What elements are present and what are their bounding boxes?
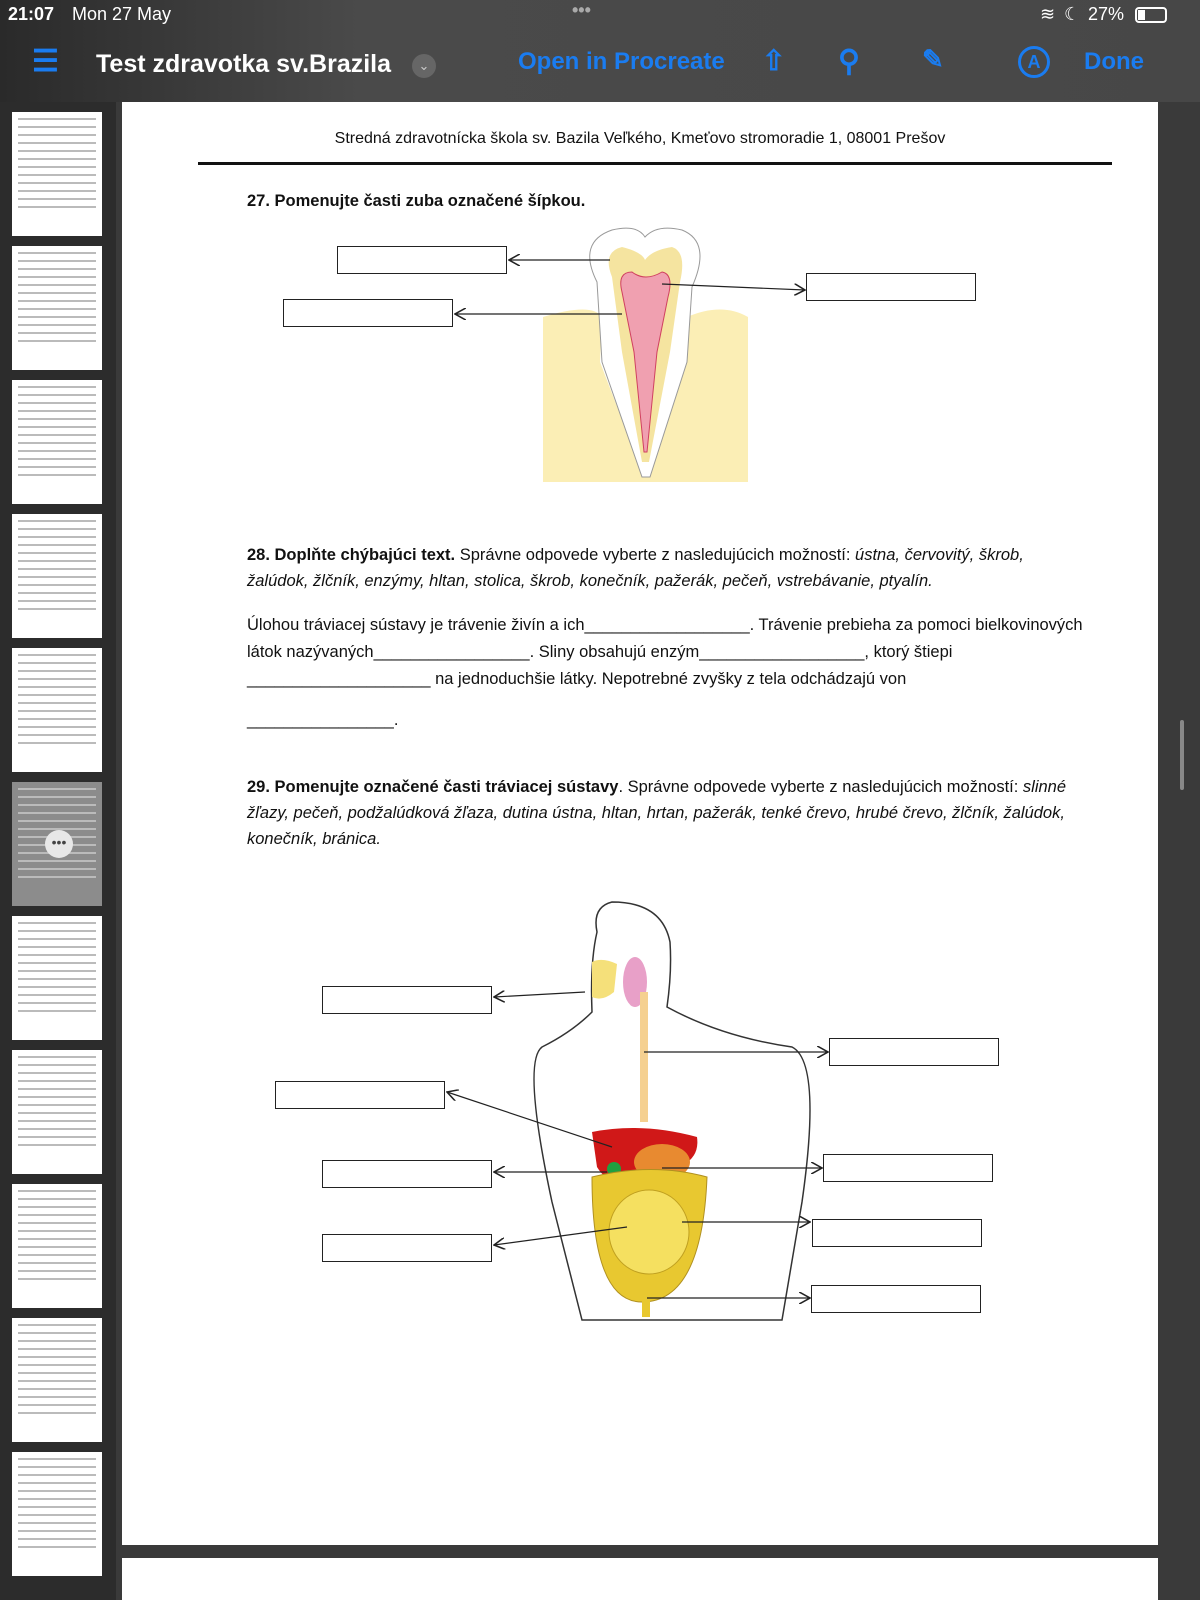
status-time: 21:07 [8,4,55,24]
q29-title: 29. Pomenujte označené časti tráviacej sústavy [247,778,619,796]
q28-options: ústna, červovitý, škrob, žalúdok, žlčník, enzýmy, hltan, stolica, škrob, konečník, pažerák, pečeň, vstrebávanie, ptyalín. [247,546,1024,590]
digestive-answer-box-8[interactable] [811,1285,981,1313]
q28-last-blank: ________________. [247,711,399,729]
battery-icon [1135,7,1167,23]
digestive-answer-box-1[interactable] [322,986,492,1014]
page-more-button[interactable]: ••• [45,830,73,858]
page-thumbnail[interactable] [12,1050,102,1174]
tooth-answer-box-2[interactable] [283,299,453,327]
document-page [122,102,1158,1545]
q28-intro: Správne odpovede vyberte z nasledujúcich možností: [455,546,856,564]
page-thumbnail-sidebar[interactable] [0,102,116,1600]
digestive-system-illustration [534,902,810,1320]
q29-prompt [247,774,1087,852]
tooth-answer-box-3[interactable] [806,273,976,301]
page-thumbnail[interactable] [12,246,102,370]
school-header: Stredná zdravotnícka škola sv. Bazila Veľkého, Kmeťovo stromoradie 1, 08001 Prešov [334,130,946,147]
q29-options: slinné žľazy, pečeň, podžalúdková žľaza, dutina ústna, hltan, hrtan, pažerák, tenké črevo, hrubé črevo, žlčník, žalúdok, konečník, bránica. [247,778,1067,848]
page-thumbnail[interactable] [12,514,102,638]
page-thumbnail[interactable] [12,1318,102,1442]
tooth-illustration [543,228,748,482]
q27-title: 27. Pomenujte časti zuba označené šípkou. [247,192,586,210]
next-page-edge [122,1558,1158,1600]
digestive-answer-box-7[interactable] [812,1219,982,1247]
document-title[interactable]: Test zdravotka sv.Brazila [96,50,392,78]
scroll-indicator[interactable] [1180,720,1184,790]
page-thumbnail[interactable] [12,916,102,1040]
page-thumbnail-selected[interactable] [12,782,102,906]
digestive-answer-box-6[interactable] [322,1234,492,1262]
page-thumbnail[interactable] [12,112,102,236]
digestive-answer-box-2[interactable] [829,1038,999,1066]
digestive-answer-box-5[interactable] [823,1154,993,1182]
battery-percent: 27% [1088,4,1125,24]
search-icon[interactable]: ⚲ [838,45,860,78]
multitask-dots-icon[interactable]: ••• [572,0,591,20]
page-thumbnail[interactable] [12,648,102,772]
signature-icon[interactable]: ✎ [922,44,944,74]
q29-intro: . Správne odpovede vyberte z nasledujúcich možností: [618,778,1023,796]
questions-28-29 [247,542,1087,852]
digestive-answer-box-3[interactable] [275,1081,445,1109]
sidebar-toggle-icon[interactable]: ☰ [32,45,59,78]
digestive-answer-box-4[interactable] [322,1160,492,1188]
page-thumbnail[interactable] [12,1184,102,1308]
q28-fill-text: Úlohou tráviacej sústavy je trávenie živín a ich__________________. Trávenie prebieha za pomoci bielkovinových látok nazývaných_________________. Sliny obsahujú enzým__________________, ktorý štiepi ____________________ na jednoduchšie látky. Nepotrebné zvyšky z tela odchádzajú von [247,616,1083,688]
page-thumbnail[interactable] [12,380,102,504]
title-chevron-icon[interactable]: ⌄ [412,54,436,78]
q28-prompt [247,542,1087,594]
tooth-answer-box-1[interactable] [337,246,507,274]
page-thumbnail[interactable] [12,1452,102,1576]
done-button[interactable]: Done [1084,48,1144,75]
moon-icon: ☾ [1064,4,1081,24]
top-bar [0,0,1200,102]
status-date: Mon 27 May [72,4,172,24]
wifi-icon: ≋ [1040,4,1056,24]
markup-icon[interactable]: A [1018,46,1050,78]
q28-title: 28. Doplňte chýbajúci text. [247,546,456,564]
share-icon[interactable]: ⇧ [762,45,786,76]
open-in-procreate-button[interactable]: Open in Procreate [518,48,725,75]
